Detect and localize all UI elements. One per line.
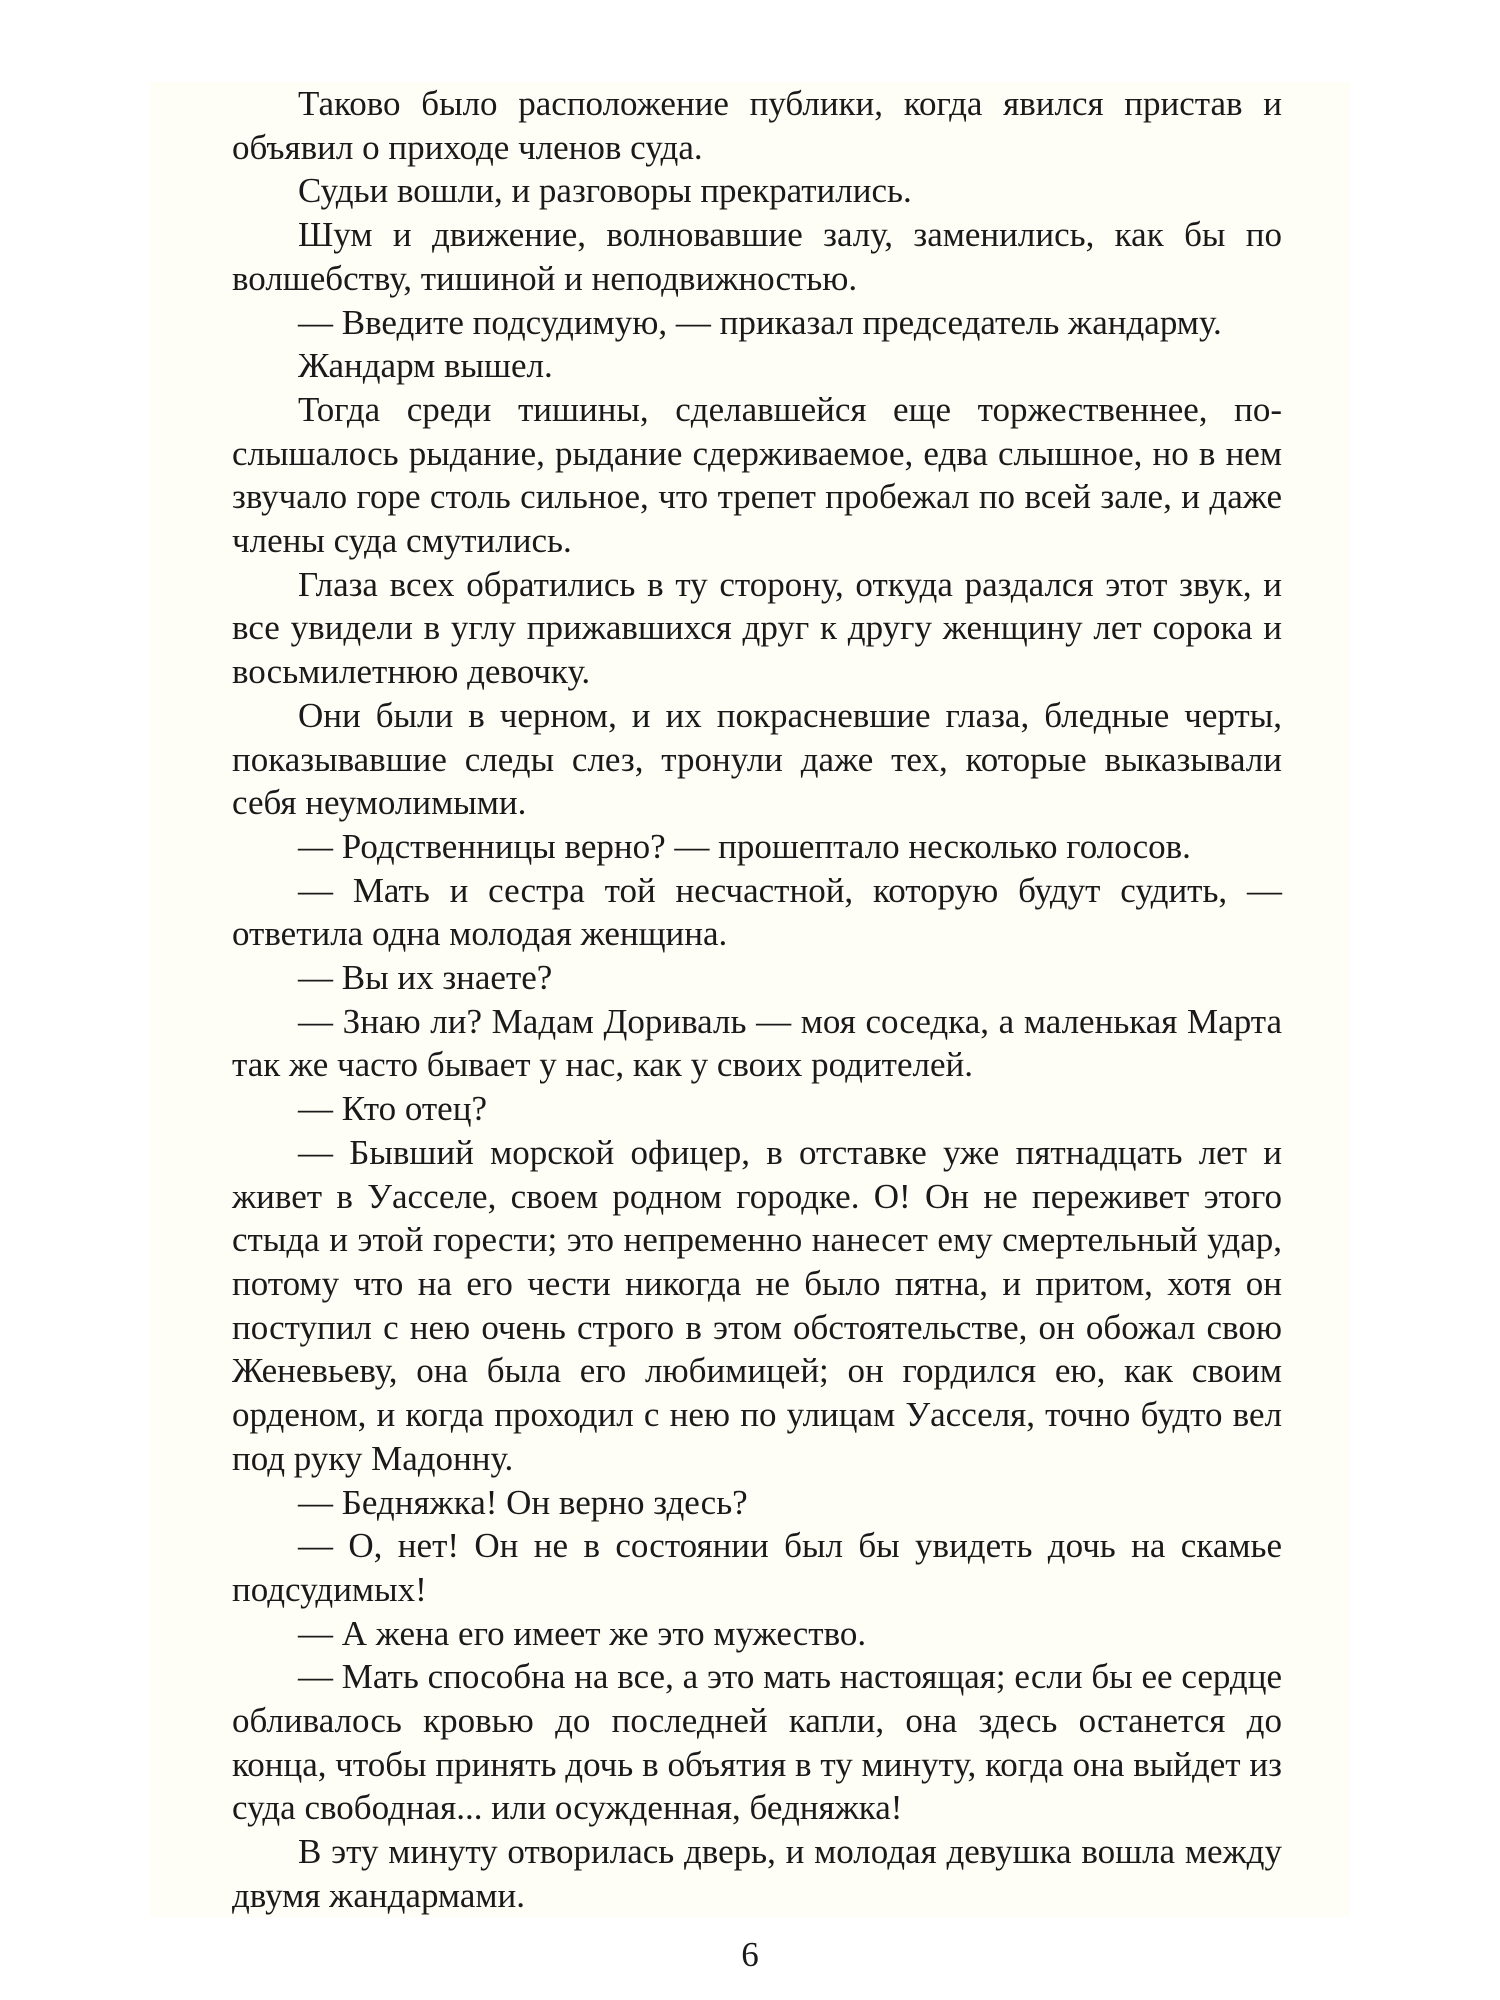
paragraph: — Родственницы верно? — прошептало несколько голосов.: [298, 826, 1191, 866]
paragraph: — Кто отец?: [298, 1089, 487, 1129]
paragraph: В эту минуту отворилась дверь, и молодая девушка вошла между двумя жандармами.: [232, 1832, 1282, 1915]
paragraph: — Бывший морской офицер, в отставке уже пятнадцать лет и живет в Уасселе, своем родном городке. О! Он не переживет этого стыда и этой горести; это непременно нанесет ему смертельный удар, потому что на его чести никогда не было пятна, и притом, хотя он поступил с нею очень строго в этом обстоятельстве, он обожал свою Женевьеву, она была его любимицей; он гордился ею, как своим орденом, и когда проходил с нею по улицам Уасселя, точно будто вел под руку Мадонну.: [232, 1132, 1282, 1478]
paragraph: Тогда среди тишины, сделавшейся еще торжественнее, послышалось рыдание, рыдание сдерживаемое, едва слышное, но в нем звучало горе столь сильное, что трепет пробежал по всей зале, и даже члены суда смутились.: [232, 389, 1282, 561]
body-text: [232, 82, 1282, 1918]
paragraph: — Введите подсудимую, — приказал председатель жандарму.: [298, 302, 1222, 342]
paragraph: — Знаю ли? Мадам Дориваль — моя соседка, а маленькая Марта так же часто бывает у нас, как у своих родителей.: [232, 1001, 1282, 1085]
paragraph: — Вы их знаете?: [298, 958, 553, 998]
paragraph: Глаза всех обратились в ту сторону, откуда раздался этот звук, и все увидели в углу прижавшихся друг к другу женщину лет сорока и восьмилетнюю девочку.: [232, 564, 1282, 692]
paragraph: — Мать и сестра той несчастной, которую будут судить, — ответила одна молодая женщина.: [232, 870, 1282, 954]
paragraph: Шум и движение, волновавшие залу, заменились, как бы по волшебству, тишиной и неподвижностью.: [232, 215, 1282, 298]
paragraph: — О, нет! Он не в состоянии был бы увидеть дочь на скамье подсудимых!: [232, 1526, 1282, 1609]
paragraph: — Бедняжка! Он верно здесь?: [298, 1482, 748, 1522]
paragraph: Таково было расположение публики, когда явился пристав и объявил о приходе членов суда.: [232, 84, 1282, 167]
paragraph: — Мать способна на все, а это мать настоящая; если бы ее сердце обливалось кровью до последней капли, она здесь останется до конца, чтобы принять дочь в объятия в ту минуту, когда она выйдет из суда свободная... или осужденная, бедняжка!: [232, 1657, 1282, 1828]
page-number: 6: [741, 1935, 759, 1974]
paragraph: — А жена его имеет же это мужество.: [298, 1613, 867, 1653]
paragraph: Судьи вошли, и разговоры прекратились.: [298, 171, 912, 211]
paragraph: Жандарм вышел.: [298, 346, 553, 386]
paragraph: Они были в черном, и их покрасневшие глаза, бледные черты, показывавшие следы слез, тронули даже тех, которые выказывали себя неумолимыми.: [232, 695, 1282, 823]
book-page: [150, 82, 1350, 1974]
